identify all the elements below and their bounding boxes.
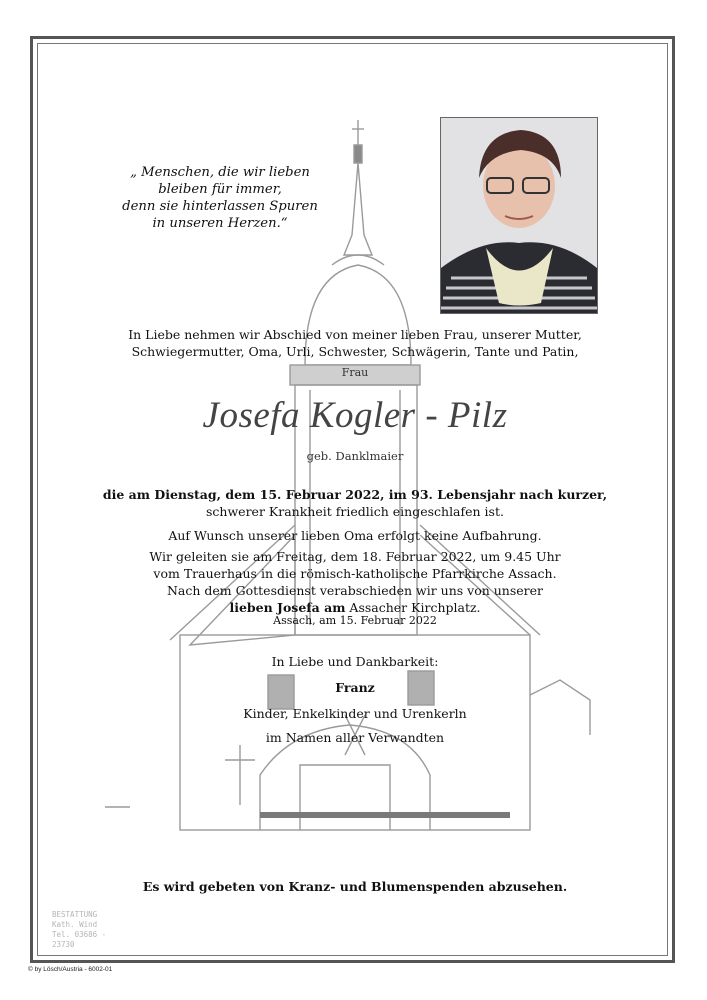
funeral-home-stamp	[52, 910, 132, 950]
donations-note: Es wird gebeten von Kranz- und Blumenspenden abzusehen.	[142, 879, 568, 894]
funeral-line: Nach dem Gottesdienst verabschieden wir uns von unserer	[166, 583, 544, 598]
stamp-line: Kath. Wind	[52, 920, 98, 929]
place-and-date: Assach, am 15. Februar 2022	[273, 614, 437, 627]
family-line: Kinder, Enkelkinder und Urenkerln	[243, 706, 467, 721]
no-viewing-note: Auf Wunsch unserer lieben Oma erfolgt keine Aufbahrung.	[168, 528, 542, 543]
funeral-line-bold: lieben Josefa am	[229, 600, 346, 615]
birth-name: geb. Danklmaier	[306, 449, 404, 463]
deceased-name: Josefa Kogler - Pilz	[202, 395, 508, 436]
memorial-quote	[120, 164, 320, 232]
quote-line: bleiben für immer,	[158, 182, 282, 197]
portrait-image	[441, 118, 597, 313]
funeral-line: Wir geleiten sie am Freitag, dem 18. Februar 2022, um 9.45 Uhr	[149, 549, 561, 564]
death-line: die am Dienstag, dem 15. Februar 2022, im 93. Lebensjahr nach kurzer,	[102, 487, 608, 502]
copyright-footer: © by Lösch/Austria - 6002-01	[28, 966, 113, 973]
death-notice	[100, 486, 610, 520]
intro-line: In Liebe nehmen wir Abschied von meiner lieben Frau, unserer Mutter,	[128, 327, 582, 342]
title-prefix: Frau	[341, 366, 369, 379]
death-line: schwerer Krankheit friedlich eingeschlafen ist.	[206, 504, 504, 519]
funeral-line: vom Trauerhaus in die römisch-katholische Pfarrkirche Assach.	[153, 566, 557, 581]
quote-line: denn sie hinterlassen Spuren	[122, 199, 318, 214]
stamp-line: BESTATTUNG	[52, 910, 98, 919]
intro-line: Schwiegermutter, Oma, Urli, Schwester, Schwägerin, Tante und Patin,	[131, 344, 579, 359]
mourner-name: Franz	[335, 680, 375, 695]
relatives-line: im Namen aller Verwandten	[265, 730, 445, 745]
quote-line: in unseren Herzen.“	[152, 216, 288, 231]
quote-line: „ Menschen, die wir lieben	[130, 165, 310, 180]
announcement-intro	[100, 326, 610, 360]
funeral-line-rest: Assacher Kirchplatz.	[345, 600, 481, 615]
stamp-line: Tel. 03686 - 23730	[52, 930, 107, 949]
gratitude-line: In Liebe und Dankbarkeit:	[271, 654, 439, 669]
funeral-details	[100, 548, 610, 616]
portrait-photo	[440, 117, 598, 314]
